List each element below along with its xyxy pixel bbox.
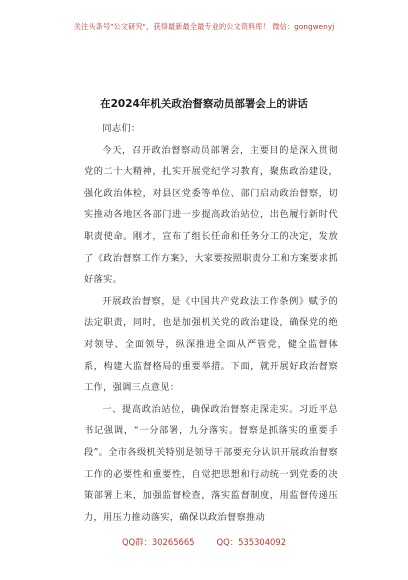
paragraph-1: 今天，召开政治督察动员部署会，主要目的是深入贯彻党的二十大精神，扎实开展党纪学习教育，聚焦政治建设，强化政治体检，对县区党委等单位、部门启动政治督察，切实推动各地区各部门进一步提高政治站位，出色履行新时代职责使命。刚才，宣布了组长任命和任务分工的决定，发放了《政治督察工作方案》，大家要按照职责分工和方案要求抓好落实。 [84,144,338,286]
paragraph-2: 开展政治督察，是《中国共产党政法工作条例》赋予的法定职责，同时，也是加强机关党的政治建设，确保党的绝对领导、全面领导，纵深推进全面从严管党，健全监督体系，构建大监督格局的重要举措。下面，就开展好政治督察工作，强调三点意见： [84,295,338,394]
paragraph-3: 一、提高政治站位，确保政治督察走深走实。习近平总书记强调，“一分部署，九分落实。督察是抓落实的重要手段”。全市各级机关特别是领导干部要充分认识开展政治督察工作的必要性和重要性，自觉把思想和行动统一到党委的决策部署上来，加强监督检查，落实监督制度，用监督传递压力，用压力推动落实，确保以政治督察推动 [84,403,338,523]
footer-qq-number: QQ：535304092 [216,537,287,547]
footer-contact [0,536,408,548]
document-body [84,118,338,528]
document-title: 在2024年机关政治督察动员部署会上的讲话 [100,98,308,110]
footer-qq-group: QQ群：30265665 [121,537,195,547]
salutation: 同志们： [102,123,141,134]
header-banner: 关注头条号"公文研究"，获得最新最全最专业的公文资料库！ 微信：gongwenyj [73,22,335,31]
